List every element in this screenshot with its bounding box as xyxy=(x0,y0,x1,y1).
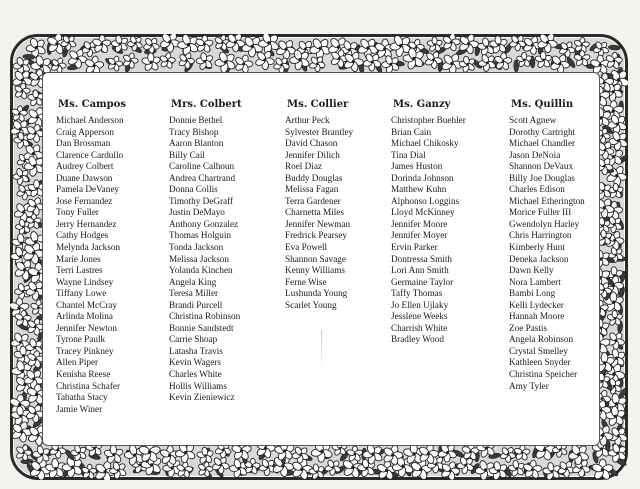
name-entry: Melissa Fagan xyxy=(285,184,339,195)
name-entry: Billy Cail xyxy=(169,149,205,160)
name-entry: Lushunda Young xyxy=(285,288,348,299)
name-entry: Jennifer Newman xyxy=(285,218,351,229)
name-entry: Wayne Lindsey xyxy=(56,276,114,287)
name-entry: Tina Dial xyxy=(391,149,426,160)
name-entry: Michael Chandler xyxy=(509,138,576,149)
name-entry: Hannah Moore xyxy=(509,311,565,322)
name-entry: Andrea Chartrand xyxy=(169,172,236,183)
name-entry: Christopher Buehler xyxy=(391,115,466,125)
name-entry: Jesslene Weeks xyxy=(391,311,448,322)
name-entry: James Huston xyxy=(391,161,443,172)
name-entry: Clarence Cardullo xyxy=(56,149,124,160)
name-entry: Deneka Jackson xyxy=(509,253,569,264)
name-entry: Bradley Wood xyxy=(391,334,444,345)
name-list xyxy=(169,115,242,404)
name-list xyxy=(56,115,126,415)
name-entry: Brian Cain xyxy=(391,126,432,137)
name-entry: Jennifer Dilich xyxy=(285,149,340,160)
name-entry: Ervin Parker xyxy=(391,242,438,253)
column-quillin xyxy=(509,99,585,392)
name-entry: Amy Tyler xyxy=(509,380,549,391)
name-entry: Pamela DeVaney xyxy=(56,184,120,195)
name-entry: Caroline Calhoun xyxy=(169,161,235,172)
column-heading: Ms. Collier xyxy=(287,99,349,110)
name-entry: Anthony Gonzalez xyxy=(169,218,239,229)
name-entry: Sylvester Brantley xyxy=(285,126,354,137)
name-entry: Aaron Blanton xyxy=(169,138,224,149)
name-entry: Melissa Jackson xyxy=(169,253,229,264)
name-entry: Alphonso Loggins xyxy=(391,195,460,206)
name-entry: Tyrone Paulk xyxy=(56,334,106,345)
name-entry: Hollis Williams xyxy=(169,380,227,391)
name-entry: Lloyd McKinney xyxy=(391,207,455,218)
column-colbert xyxy=(169,99,242,404)
name-entry: Germaine Taylor xyxy=(391,276,454,287)
name-entry: Charles Edison xyxy=(509,184,565,195)
name-entry: Eva Powell xyxy=(285,242,328,253)
name-entry: Nora Lambert xyxy=(509,276,561,287)
name-entry: Gwendolyn Harley xyxy=(509,218,580,229)
name-entry: David Chason xyxy=(285,138,338,149)
name-entry: Jennifer Moore xyxy=(391,218,448,229)
name-entry: Lori Ann Smith xyxy=(391,265,449,276)
name-entry: Thomas Holguin xyxy=(169,230,232,241)
name-entry: Dawn Kelly xyxy=(509,265,554,276)
name-entry: Jo Ellen Ujlaky xyxy=(391,299,449,310)
name-entry: Craig Apperson xyxy=(56,126,114,137)
name-entry: Jose Fernandez xyxy=(56,195,113,206)
name-entry: Jennifer Newton xyxy=(56,322,117,333)
name-entry: Christina Schafer xyxy=(56,380,121,391)
name-entry: Ferne Wise xyxy=(285,276,327,287)
name-entry: Audrey Colbert xyxy=(56,161,114,172)
name-entry: Bonnie Sandstedt xyxy=(169,322,234,333)
name-entry: Kevin Zieniewicz xyxy=(169,392,235,403)
name-entry: Jennifer Moyer xyxy=(391,230,448,241)
name-entry: Duane Dawson xyxy=(56,172,113,183)
name-entry: Timothy DeGraff xyxy=(169,195,234,206)
name-entry: Kevin Wagers xyxy=(169,357,221,368)
name-entry: Brandi Purcell xyxy=(169,299,223,310)
name-entry: Roel Diaz xyxy=(285,161,322,172)
name-entry: Billy Joe Douglas xyxy=(509,172,575,183)
name-entry: Kathleen Snyder xyxy=(509,357,571,368)
name-entry: Dorothy Cartright xyxy=(509,126,576,137)
name-entry: Jason DeNoia xyxy=(509,149,561,160)
name-entry: Kimberly Hunt xyxy=(509,242,565,253)
name-entry: Allen Piper xyxy=(56,357,99,368)
name-entry: Justin DeMayo xyxy=(169,207,225,218)
name-entry: Yolanda Kinchen xyxy=(169,265,233,276)
name-entry: Terri Lastres xyxy=(56,265,103,276)
name-entry: Latasha Travis xyxy=(169,345,223,356)
name-entry: Donnie Bethel xyxy=(169,115,223,125)
name-entry: Tiffany Lowe xyxy=(56,288,107,299)
name-entry: Bambi Long xyxy=(509,288,556,299)
name-entry: Arlinda Molina xyxy=(56,311,113,322)
name-entry: Jamie Winer xyxy=(56,403,103,414)
name-entry: Kelli Lydecker xyxy=(509,299,564,310)
name-entry: Marie Jones xyxy=(56,253,101,264)
name-entry: Charrish White xyxy=(391,322,448,333)
name-entry: Melynda Jackson xyxy=(56,242,121,253)
name-entry: Taffy Thomas xyxy=(391,288,443,299)
name-entry: Charles White xyxy=(169,369,222,380)
name-entry: Michael Anderson xyxy=(56,115,124,125)
name-entry: Donna Collis xyxy=(169,184,218,195)
name-entry: Tracey Pinkney xyxy=(56,345,114,356)
name-entry: Kenisha Reese xyxy=(56,369,111,380)
name-entry: Charnetta Miles xyxy=(285,207,344,218)
name-entry: Scott Agnew xyxy=(509,115,557,125)
name-entry: Cathy Hodges xyxy=(56,230,109,241)
name-entry: Shannon Savage xyxy=(285,253,346,264)
name-entry: Dontressa Smith xyxy=(391,253,452,264)
name-entry: Scarlet Young xyxy=(285,299,337,310)
name-entry: Michael Chikosky xyxy=(391,138,459,149)
column-ganzy xyxy=(391,99,466,346)
name-entry: Chris Harrington xyxy=(509,230,572,241)
name-entry: Tony Fuller xyxy=(56,207,99,218)
name-entry: Christina Robinson xyxy=(169,311,241,322)
name-list xyxy=(285,115,353,311)
name-entry: Tonda Jackson xyxy=(169,242,224,253)
name-entry: Kenny Williams xyxy=(285,265,345,276)
name-entry: Shannon DeVaux xyxy=(509,161,574,172)
name-entry: Christina Speicher xyxy=(509,369,578,380)
name-entry: Morice Fuller III xyxy=(509,207,572,218)
name-list xyxy=(509,115,585,392)
name-entry: Arthur Peck xyxy=(285,115,330,125)
name-entry: Zoe Pastis xyxy=(509,322,548,333)
column-campos xyxy=(56,99,126,415)
name-entry: Chantel McCray xyxy=(56,299,117,310)
name-entry: Angela Robinson xyxy=(509,334,574,345)
name-entry: Jerry Hernandez xyxy=(56,218,117,229)
name-list xyxy=(391,115,466,346)
name-entry: Angela King xyxy=(169,276,217,287)
name-entry: Tabatha Stacy xyxy=(56,392,108,403)
column-heading: Ms. Quillin xyxy=(511,99,574,110)
name-entry: Dorinda Johnson xyxy=(391,172,454,183)
name-entry: Michael Etherington xyxy=(509,195,585,206)
column-heading: Ms. Campos xyxy=(58,99,126,110)
column-heading: Ms. Ganzy xyxy=(393,99,451,110)
name-entry: Carrie Shoap xyxy=(169,334,218,345)
fold-line xyxy=(321,330,322,370)
name-entry: Terra Gardener xyxy=(285,195,341,206)
name-entry: Matthew Kuhn xyxy=(391,184,447,195)
name-entry: Dan Brossman xyxy=(56,138,111,149)
name-entry: Fredrick Pearsey xyxy=(285,230,347,241)
name-entry: Buddy Douglas xyxy=(285,172,343,183)
column-heading: Mrs. Colbert xyxy=(171,99,242,110)
name-entry: Tracy Bishop xyxy=(169,126,219,137)
column-collier xyxy=(285,99,353,311)
name-entry: Teresa Miller xyxy=(169,288,219,299)
name-entry: Crystal Smelley xyxy=(509,345,568,356)
